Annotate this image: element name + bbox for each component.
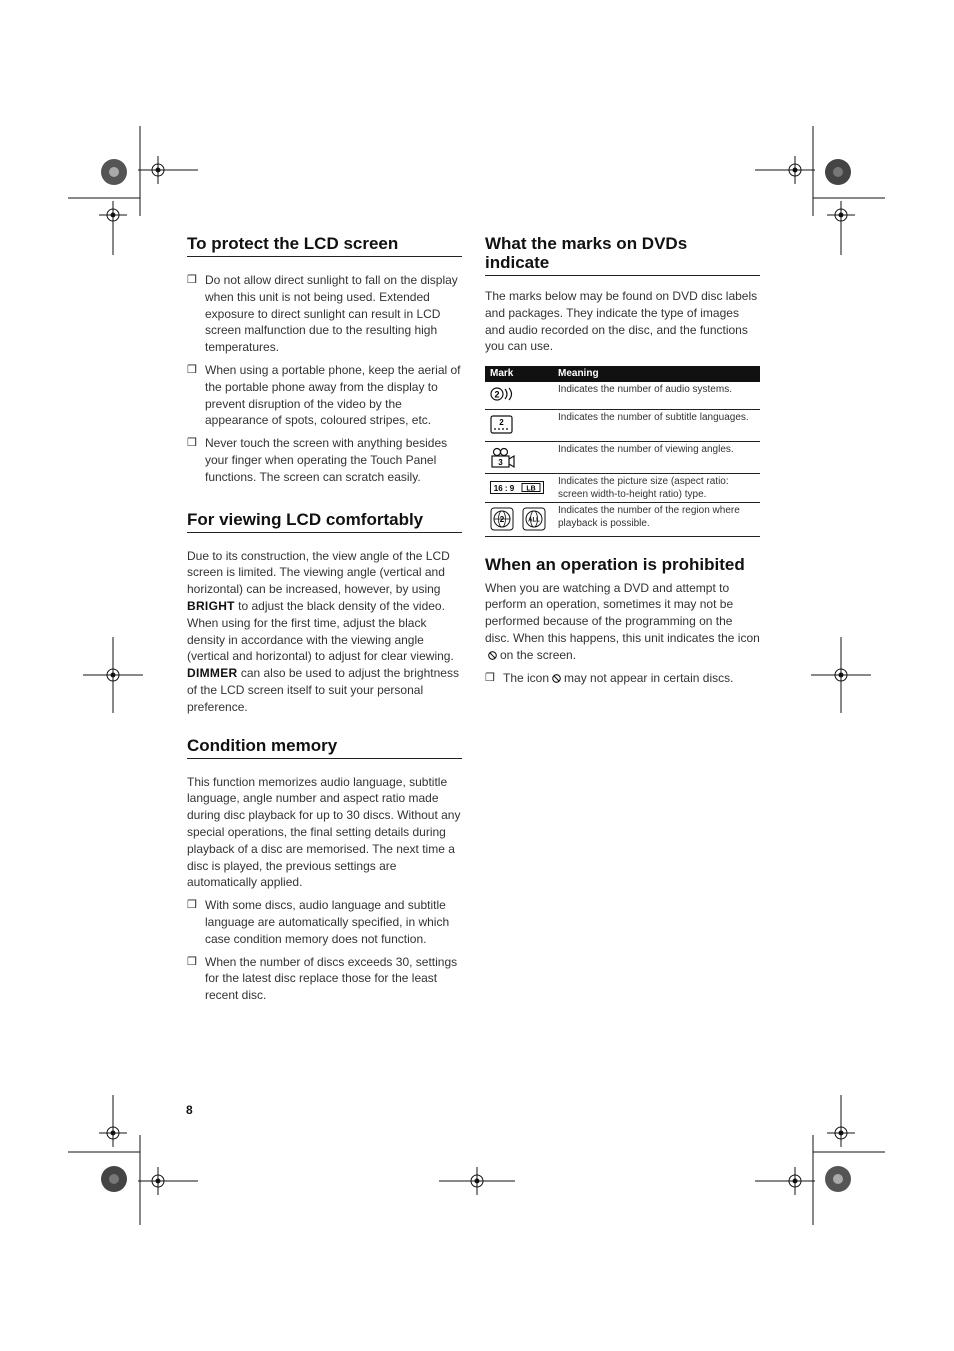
bullet-box-icon: ❒ xyxy=(187,955,197,968)
bullet-box-icon: ❒ xyxy=(187,363,197,376)
svg-text:2: 2 xyxy=(499,417,504,427)
marks-heading: What the marks on DVDs indicate xyxy=(485,234,760,276)
column-header-mark: Mark xyxy=(485,366,553,382)
bullet-box-icon: ❒ xyxy=(187,899,197,912)
svg-text:2: 2 xyxy=(494,389,500,400)
prohibited-icon xyxy=(552,674,561,683)
list-item: ❒ When the number of discs exceeds 30, settings for the latest disc replace those for the least recent disc. xyxy=(187,954,458,1003)
marks-intro: The marks below may be found on DVD disc labels and packages. They indicate the type of images and audio recorded on the disc, and the functions you can use. xyxy=(485,289,758,354)
condition-heading: Condition memory xyxy=(187,736,462,759)
prohibited-icon xyxy=(488,651,497,660)
list-item: ❒ When using a portable phone, keep the aerial of the portable phone away from the display to prevent disruption of the video by the appearance of spots, coloured stripes, etc. xyxy=(187,362,461,428)
svg-text:16 : 9: 16 : 9 xyxy=(493,484,515,494)
table-row: 2 ALL Indicates the number of the region where playback is possible. xyxy=(485,503,760,537)
list-item: ❒ Never touch the screen with anything besides your finger when operating the Touch Panel functions. The screen can scratch easily. xyxy=(187,436,448,484)
table-row: 16 : 9 LB Indicates the picture size (aspect ratio: screen width-to-height ratio) type. xyxy=(485,474,760,503)
dimmer-key-label: DIMMER xyxy=(187,666,238,681)
table-row: 3 Indicates the number of viewing angles. xyxy=(485,441,760,474)
table-row: 2 Indicates the number of subtitle languages. xyxy=(485,409,760,441)
viewing-angles-icon xyxy=(490,447,516,469)
audio-systems-icon xyxy=(490,386,516,402)
bullet-box-icon: ❒ xyxy=(485,671,495,684)
condition-paragraph: This function memorizes audio language, subtitle language, angle number and aspect ratio made during disc playback for up to 30 discs. Without any special operations, the final setting details during playback of a disc are memorised. The next time a disc is played, the previous settings are automatically applied. xyxy=(187,774,461,890)
table-row: 2 Indicates the number of audio systems. xyxy=(485,382,760,409)
protect-heading: To protect the LCD screen xyxy=(187,234,462,257)
list-item: ❒ The icon may not appear in certain discs. xyxy=(485,670,734,685)
marks-table xyxy=(485,366,760,537)
bright-key-label: BRIGHT xyxy=(187,598,235,613)
viewing-paragraph: Due to its construction, the view angle of the LCD screen is limited. The viewing angle (vertical and horizontal) can be increased, however, by using BRIGHT to adjust the black density of the video. When using for the first time, adjust the black density in accordance with the viewing angle (vertical and horizontal) to adjust for clear viewing. DIMMER can also be used to adjust the brightness of the LCD screen itself to suit your personal preference. xyxy=(187,548,459,714)
svg-text:3: 3 xyxy=(498,457,503,467)
page-number: 8 xyxy=(186,1103,193,1117)
svg-text:ALL: ALL xyxy=(528,517,540,524)
left-column xyxy=(187,234,462,1004)
region-icon xyxy=(490,507,546,531)
right-column xyxy=(485,234,760,686)
subtitle-languages-icon xyxy=(490,415,514,435)
bullet-box-icon: ❒ xyxy=(187,274,197,286)
aspect-ratio-icon xyxy=(490,481,544,495)
bullet-box-icon: ❒ xyxy=(187,437,197,450)
prohibited-heading: When an operation is prohibited xyxy=(485,554,745,574)
svg-text:2: 2 xyxy=(499,515,505,525)
list-item: ❒ Do not allow direct sunlight to fall on the display when this unit is not being used. Extended exposure to direct sunlight can result in LCD screen malfunction due to the resulting high temperatures. xyxy=(187,273,458,355)
column-header-meaning: Meaning xyxy=(553,366,760,382)
list-item: ❒ With some discs, audio language and subtitle language are automatically specified, in which case condition memory does not function. xyxy=(187,898,450,946)
svg-text:LB: LB xyxy=(526,485,536,493)
viewing-heading: For viewing LCD comfortably xyxy=(187,510,462,533)
prohibited-paragraph: When you are watching a DVD and attempt to perform an operation, sometimes it may not be performed because of the programming on the disc. When this happens, this unit indicates the iconon the screen. xyxy=(485,580,760,662)
